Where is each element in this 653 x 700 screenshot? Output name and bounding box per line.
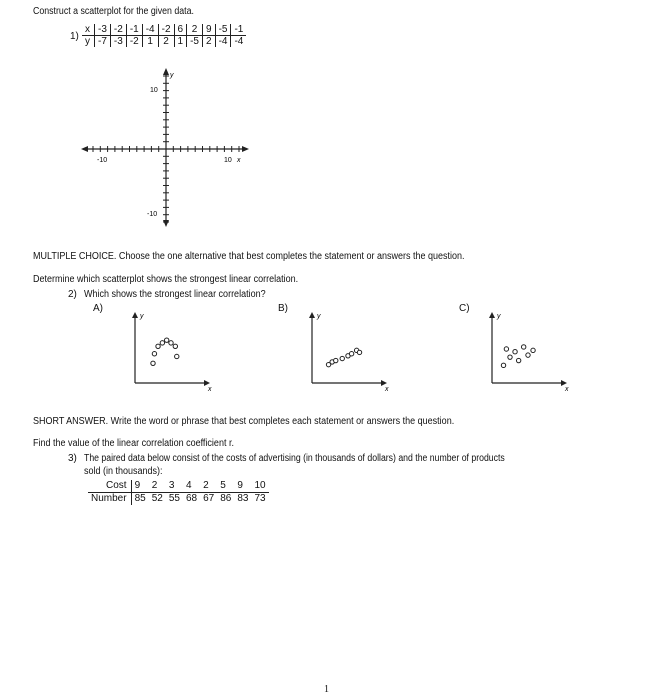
scatter-point <box>504 347 508 351</box>
plot-y-arrow <box>132 312 138 318</box>
table-cell: -2 <box>110 24 126 36</box>
table-cell: 4 <box>183 480 200 493</box>
cost-row-label: Cost <box>88 480 131 493</box>
scatter-point <box>501 363 505 367</box>
question-2-text: Which shows the strongest linear correlation? <box>84 289 266 300</box>
multiple-choice-directive: Determine which scatterplot shows the strongest linear correlation. <box>33 274 299 285</box>
plot-y-arrow <box>489 312 495 318</box>
scatter-point <box>508 355 512 359</box>
table-cell: 85 <box>134 493 146 504</box>
scatter-point <box>526 353 530 357</box>
table-cell: 83 <box>237 493 249 504</box>
table-x-label: x <box>82 24 95 36</box>
page-number: 1 <box>324 684 329 695</box>
scatter-point <box>340 356 344 360</box>
scatter-point <box>151 361 155 365</box>
table-cell: 2 <box>149 480 166 493</box>
scatter-point <box>175 354 179 358</box>
option-a-label[interactable]: A) <box>93 303 103 314</box>
scatter-point <box>531 348 535 352</box>
plot-x-label: x <box>565 386 569 393</box>
table-cell: -4 <box>215 36 231 48</box>
question-3-line1: The paired data below consist of the costs of advertising (in thousands of dollars) and the number of products <box>84 453 505 464</box>
scatter-point <box>334 358 338 362</box>
table-cell: 52 <box>151 493 163 504</box>
table-cell: 5 <box>217 480 234 493</box>
number-row-label: Number <box>88 493 131 506</box>
table-cell: 2 <box>158 36 174 48</box>
scatter-point <box>357 350 361 354</box>
problem-number: 1) <box>70 31 79 42</box>
table-cell: -5 <box>187 36 203 48</box>
option-b-label[interactable]: B) <box>278 303 288 314</box>
scatter-point <box>169 341 173 345</box>
table-cell: 9 <box>234 480 251 493</box>
plot-x-label: x <box>385 386 389 393</box>
table-cell: -2 <box>158 24 174 36</box>
option-a-plot[interactable] <box>132 312 212 393</box>
scatter-point <box>173 344 177 348</box>
table-cell: -1 <box>231 24 246 36</box>
grid-y-bottom-label: -10 <box>147 211 158 218</box>
table-cell: 67 <box>203 493 215 504</box>
table-cell: -3 <box>95 24 111 36</box>
grid-y-top-label: 10 <box>150 87 158 94</box>
table-cell: 2 <box>203 36 216 48</box>
scatter-point <box>164 338 168 342</box>
scatter-point <box>521 345 525 349</box>
table-cell: 2 <box>187 24 203 36</box>
table-cell: 9 <box>131 480 149 493</box>
table-cell: -5 <box>215 24 231 36</box>
table-cell: 3 <box>166 480 183 493</box>
question-number-2: 2) <box>68 289 77 300</box>
plot-x-label: x <box>208 386 212 393</box>
table-cell: 55 <box>168 493 180 504</box>
table-cell: 1 <box>174 36 187 48</box>
option-b-plot[interactable] <box>309 312 389 393</box>
short-answer-header: SHORT ANSWER. Write the word or phrase that best completes each statement or answers the question. <box>33 416 455 427</box>
plot-y-label: y <box>317 313 321 320</box>
table-cell: 2 <box>200 480 217 493</box>
option-c-plot[interactable] <box>489 312 569 393</box>
table-cell: -1 <box>126 24 142 36</box>
scatter-point <box>516 358 520 362</box>
table-cell: 86 <box>220 493 232 504</box>
table-cell: -3 <box>110 36 126 48</box>
scatter-point <box>152 352 156 356</box>
grid-y-label: y <box>170 72 174 79</box>
instruction-text: Construct a scatterplot for the given data. <box>33 6 194 17</box>
scatter-point <box>160 341 164 345</box>
question-number-3: 3) <box>68 453 77 464</box>
table-cell: 1 <box>142 36 158 48</box>
grid-x-label: x <box>237 157 241 164</box>
plot-y-label: y <box>140 313 144 320</box>
grid-x-left-label: -10 <box>97 157 108 164</box>
table-cell: -4 <box>142 24 158 36</box>
scatter-point <box>349 352 353 356</box>
table-cell: 10 <box>251 480 268 493</box>
table-y-label: y <box>85 36 90 47</box>
plot-y-arrow <box>309 312 315 318</box>
table-cell: -7 <box>95 36 111 48</box>
option-c-label[interactable]: C) <box>459 303 470 314</box>
table-cell: 9 <box>203 24 216 36</box>
table-cell: 68 <box>185 493 198 504</box>
question-3-line2: sold (in thousands): <box>84 466 163 477</box>
grid-x-right-label: 10 <box>224 157 232 164</box>
table-cell: -2 <box>126 36 142 48</box>
table-cell: -4 <box>231 36 246 48</box>
scatter-point <box>513 350 517 354</box>
plot-y-label: y <box>497 313 501 320</box>
multiple-choice-header: MULTIPLE CHOICE. Choose the one alternative that best completes the statement or answers the question. <box>33 251 465 262</box>
table-cell: 6 <box>174 24 187 36</box>
scatter-point <box>156 344 160 348</box>
table-cell: 73 <box>254 493 266 504</box>
cost-number-table <box>88 480 269 505</box>
short-answer-directive: Find the value of the linear correlation coefficient r. <box>33 438 234 449</box>
